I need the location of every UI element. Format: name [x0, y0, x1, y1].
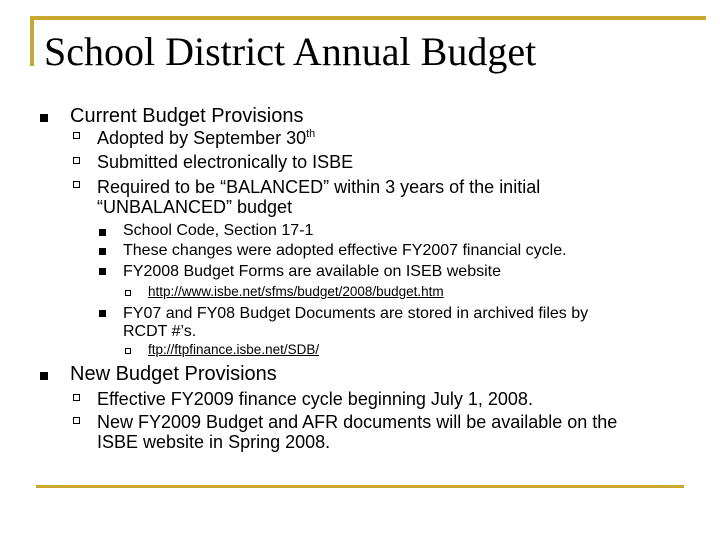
- bullet-square-icon: [99, 310, 106, 317]
- new-provisions-heading: New Budget Provisions: [70, 363, 277, 385]
- adopted-sup: th: [306, 128, 316, 140]
- archived-item-line1: FY07 and FY08 Budget Documents are stored in archived files by: [123, 305, 589, 322]
- archived-item-line2: RCDT #’s.: [123, 323, 197, 340]
- forms-item: FY2008 Budget Forms are available on ISEB website: [123, 263, 501, 280]
- effective-item: Effective FY2009 finance cycle beginning July 1, 2008.: [97, 389, 533, 409]
- bullet-square-icon: [99, 248, 106, 255]
- bullet-square-icon: [99, 268, 106, 275]
- bullet-hollow-square-icon: [73, 132, 80, 139]
- budget-forms-link[interactable]: http://www.isbe.net/sfms/budget/2008/budget.htm: [148, 284, 444, 299]
- available-item-line1: New FY2009 Budget and AFR documents will be available on the: [97, 412, 618, 432]
- bullet-hollow-square-icon: [73, 394, 80, 401]
- bullet-square-icon: [99, 229, 106, 236]
- bullet-square-icon: [40, 372, 48, 380]
- available-item-line2: ISBE website in Spring 2008.: [97, 432, 331, 452]
- slide-title: School District Annual Budget: [44, 29, 537, 74]
- adopted-text: Adopted by September 30: [97, 128, 307, 148]
- bullet-square-icon: [40, 114, 48, 122]
- adopted-item: [97, 127, 315, 149]
- bullet-hollow-square-icon: [73, 417, 80, 424]
- bullet-hollow-square-icon: [73, 181, 80, 188]
- bullet-hollow-square-icon: [73, 157, 80, 164]
- required-item-line2: “UNBALANCED” budget: [97, 197, 293, 217]
- slide-frame-bottom: [36, 485, 684, 488]
- bullet-hollow-square-icon: [125, 348, 131, 354]
- ftp-archive-link[interactable]: ftp://ftpfinance.isbe.net/SDB/: [148, 342, 320, 357]
- changes-item: These changes were adopted effective FY2007 financial cycle.: [123, 242, 567, 259]
- required-item-line1: Required to be “BALANCED” within 3 years of the initial: [97, 177, 541, 197]
- current-provisions-heading: Current Budget Provisions: [70, 105, 304, 127]
- bullet-hollow-square-icon: [125, 290, 131, 296]
- school-code-item: School Code, Section 17-1: [123, 222, 314, 239]
- submitted-item: Submitted electronically to ISBE: [97, 152, 354, 172]
